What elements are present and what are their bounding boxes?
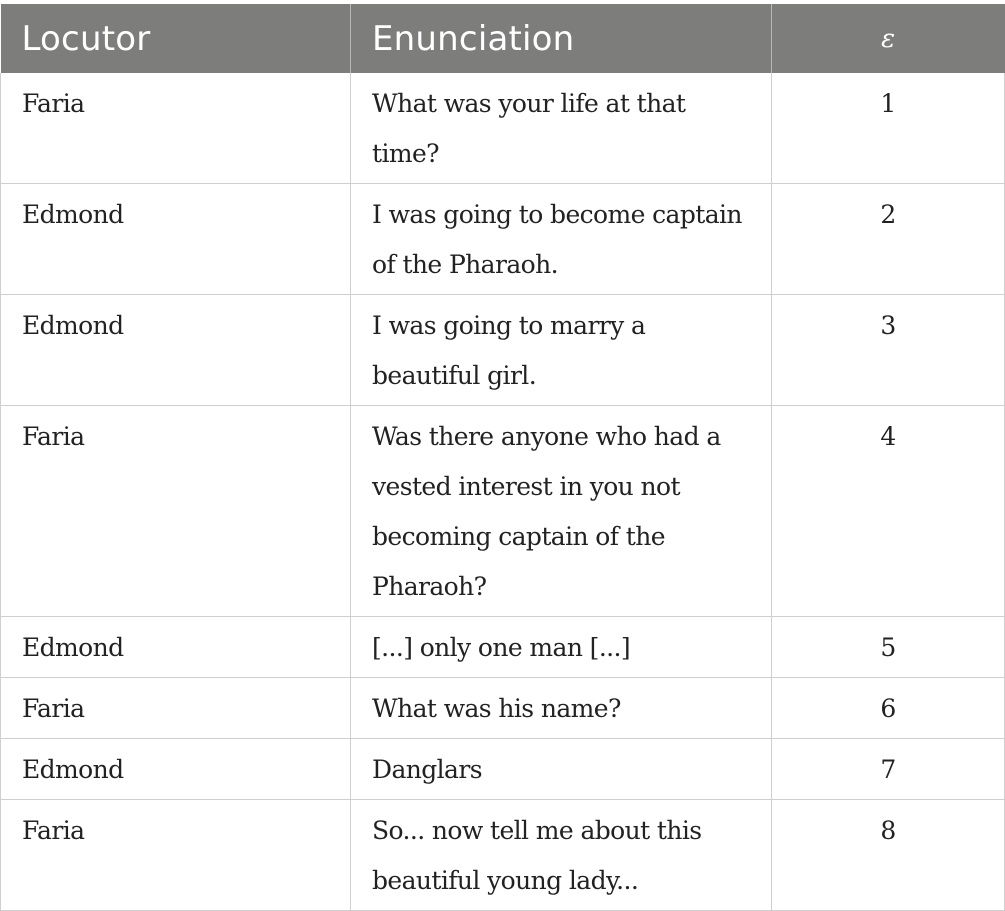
cell-epsilon: 5 — [772, 617, 1005, 678]
cell-locutor: Edmond — [1, 295, 351, 406]
cell-epsilon: 7 — [772, 739, 1005, 800]
cell-enunciation: I was going to marry a beautiful girl. — [351, 295, 772, 406]
table-row — [1, 406, 1005, 617]
cell-epsilon: 6 — [772, 678, 1005, 739]
table-row — [1, 184, 1005, 295]
cell-locutor: Faria — [1, 800, 351, 911]
cell-enunciation: So... now tell me about this beautiful young lady... — [351, 800, 772, 911]
table-row — [1, 73, 1005, 184]
header-enunciation: Enunciation — [351, 4, 772, 73]
cell-enunciation: [...] only one man [...] — [351, 617, 772, 678]
table-row — [1, 800, 1005, 911]
cell-epsilon: 4 — [772, 406, 1005, 617]
cell-epsilon: 2 — [772, 184, 1005, 295]
table-row — [1, 295, 1005, 406]
header-epsilon: ε — [772, 4, 1005, 73]
cell-enunciation: Was there anyone who had a vested interest in you not becoming captain of the Pharaoh? — [351, 406, 772, 617]
cell-enunciation: What was your life at that time? — [351, 73, 772, 184]
header-locutor: Locutor — [1, 4, 351, 73]
dialog-table — [0, 4, 1005, 911]
cell-locutor: Faria — [1, 406, 351, 617]
cell-epsilon: 1 — [772, 73, 1005, 184]
cell-enunciation: Danglars — [351, 739, 772, 800]
cell-locutor: Faria — [1, 73, 351, 184]
cell-enunciation: What was his name? — [351, 678, 772, 739]
table-row — [1, 678, 1005, 739]
cell-locutor: Edmond — [1, 739, 351, 800]
cell-epsilon: 8 — [772, 800, 1005, 911]
cell-enunciation: I was going to become captain of the Pharaoh. — [351, 184, 772, 295]
table-row — [1, 739, 1005, 800]
cell-locutor: Faria — [1, 678, 351, 739]
table-header — [1, 4, 1005, 73]
header-row — [1, 4, 1005, 73]
table-row — [1, 617, 1005, 678]
cell-locutor: Edmond — [1, 184, 351, 295]
table-body — [1, 73, 1005, 911]
cell-epsilon: 3 — [772, 295, 1005, 406]
cell-locutor: Edmond — [1, 617, 351, 678]
